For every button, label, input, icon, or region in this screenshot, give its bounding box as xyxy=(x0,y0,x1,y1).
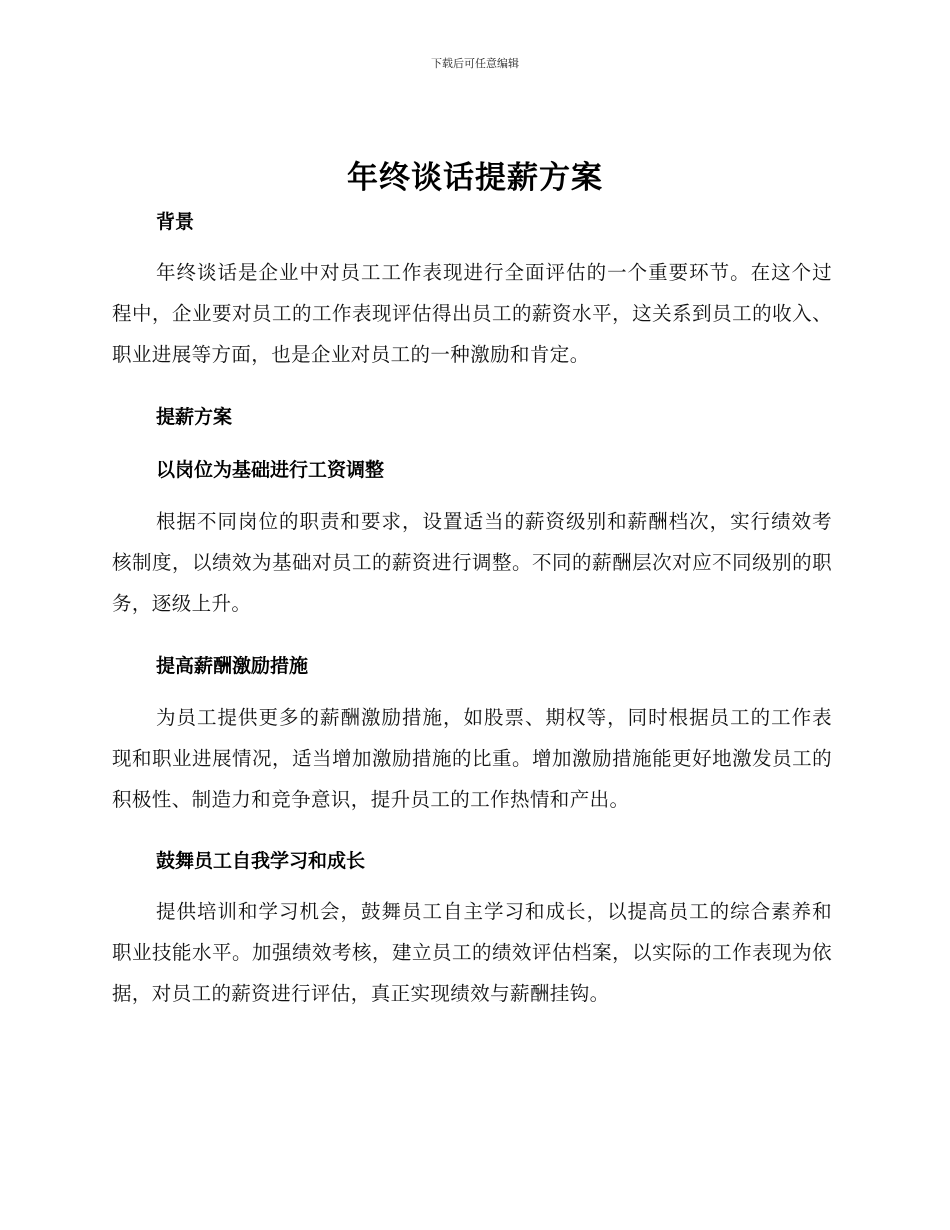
page-header-note: 下载后可任意编辑 xyxy=(431,57,519,70)
paragraph-background: 年终谈话是企业中对员工工作表现进行全面评估的一个重要环节。在这个过程中，企业要对员工的工作表现评估得出员工的薪资水平，这关系到员工的收入、职业进展等方面，也是企业对员工的一种激励和肯定。 xyxy=(112,261,832,366)
document-title: 年终谈话提薪方案 xyxy=(347,160,603,196)
section-heading-background: 背景 xyxy=(156,211,195,233)
section-heading-self-learning: 鼓舞员工自我学习和成长 xyxy=(156,850,366,872)
paragraph-self-learning: 提供培训和学习机会，鼓舞员工自主学习和成长，以提高员工的综合素养和职业技能水平。加强绩效考核，建立员工的绩效评估档案，以实际的工作表现为依据，对员工的薪资进行评估，真正实现绩效与薪酬挂钩。 xyxy=(112,900,832,1005)
paragraph-incentives: 为员工提供更多的薪酬激励措施，如股票、期权等，同时根据员工的工作表现和职业进展情况，适当增加激励措施的比重。增加激励措施能更好地激发员工的积极性、制造力和竞争意识，提升员工的工作热情和产出。 xyxy=(112,706,832,811)
paragraph-position-based: 根据不同岗位的职责和要求，设置适当的薪资级别和薪酬档次，实行绩效考核制度，以绩效为基础对员工的薪资进行调整。不同的薪酬层次对应不同级别的职务，逐级上升。 xyxy=(112,510,832,615)
section-heading-raise-plan: 提薪方案 xyxy=(156,406,233,428)
section-heading-incentives: 提高薪酬激励措施 xyxy=(156,655,309,677)
section-heading-position-based: 以岗位为基础进行工资调整 xyxy=(156,459,385,481)
